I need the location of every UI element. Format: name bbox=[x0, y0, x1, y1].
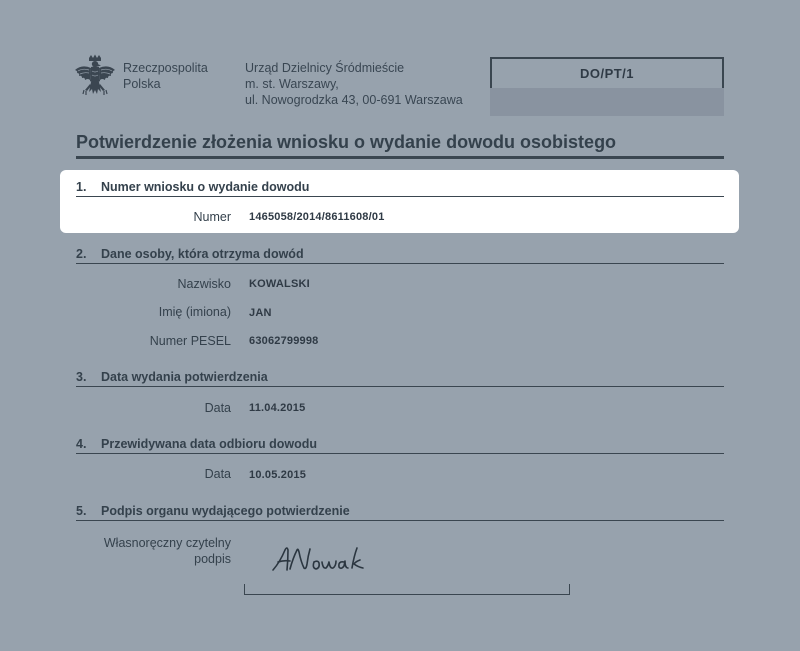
office-address bbox=[245, 60, 463, 108]
document-code-box: DO/PT/1 bbox=[490, 57, 724, 90]
emblem-caption-line2: Polska bbox=[123, 77, 161, 91]
section-number: 4. bbox=[76, 437, 87, 451]
page-title: Potwierdzenie złożenia wniosku o wydanie dowodu osobistego bbox=[76, 132, 724, 159]
field-value-data-odbioru: 10.05.2015 bbox=[249, 469, 307, 481]
handwritten-signature bbox=[270, 540, 380, 580]
emblem-caption bbox=[123, 60, 208, 92]
field-value-numer: 1465058/2014/8611608/01 bbox=[249, 211, 385, 223]
signature-label-line1: Własnoręczny czytelny bbox=[103, 536, 231, 550]
polish-eagle-emblem-icon bbox=[74, 54, 116, 104]
section-title: Przewidywana data odbioru dowodu bbox=[101, 437, 317, 451]
section-number: 2. bbox=[76, 247, 87, 261]
section-title: Numer wniosku o wydanie dowodu bbox=[101, 180, 310, 194]
field-label-pesel: Numer PESEL bbox=[149, 334, 231, 348]
section-title: Data wydania potwierdzenia bbox=[101, 370, 268, 384]
section-4-header bbox=[76, 437, 724, 454]
section-3-header bbox=[76, 370, 724, 387]
section-number: 3. bbox=[76, 370, 87, 384]
section-title: Dane osoby, która otrzyma dowód bbox=[101, 247, 304, 261]
field-value-imie: JAN bbox=[249, 307, 272, 319]
signature-label-line2: podpis bbox=[194, 552, 231, 566]
field-value-nazwisko: KOWALSKI bbox=[249, 278, 310, 290]
field-value-data-wydania: 11.04.2015 bbox=[249, 402, 306, 414]
field-label-nazwisko: Nazwisko bbox=[177, 277, 231, 291]
section-1-header bbox=[76, 180, 724, 197]
document-code-shade bbox=[490, 88, 724, 116]
section-number: 5. bbox=[76, 504, 87, 518]
field-value-pesel: 63062799998 bbox=[249, 335, 319, 347]
signature-label bbox=[76, 535, 231, 567]
emblem-caption-line1: Rzeczpospolita bbox=[123, 61, 208, 75]
section-title: Podpis organu wydającego potwierdzenie bbox=[101, 504, 350, 518]
field-label-data-odbioru: Data bbox=[204, 467, 231, 481]
field-label-imie: Imię (imiona) bbox=[158, 305, 231, 319]
office-street: ul. Nowogrodzka 43, 00-691 Warszawa bbox=[245, 93, 463, 107]
office-name: Urząd Dzielnicy Śródmieście bbox=[245, 61, 405, 75]
section-2-header bbox=[76, 247, 724, 264]
signature-line bbox=[244, 584, 570, 595]
field-label-data-wydania: Data bbox=[204, 401, 231, 415]
section-5-header bbox=[76, 504, 724, 521]
field-label-numer: Numer bbox=[193, 210, 231, 224]
office-city: m. st. Warszawy, bbox=[245, 77, 339, 91]
section-number: 1. bbox=[76, 180, 87, 194]
